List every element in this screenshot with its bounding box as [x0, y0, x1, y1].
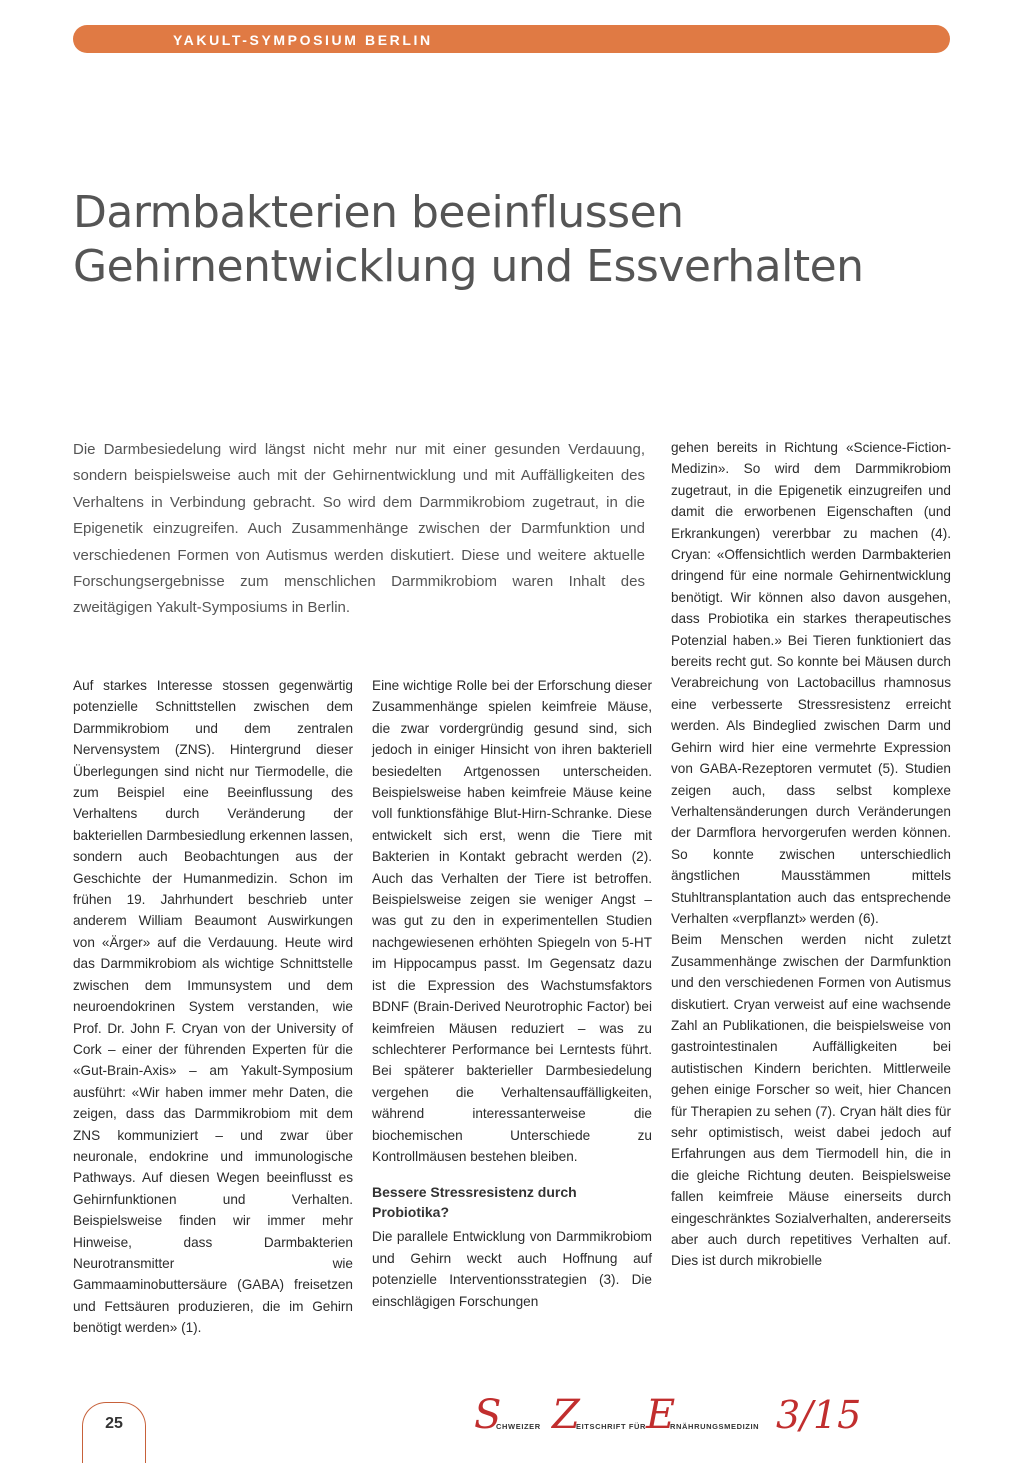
banner-text: YAKULT-SYMPOSIUM BERLIN — [173, 32, 433, 48]
column-3-paragraph-1: gehen bereits in Richtung «Science-Fiction-Medizin». So wird dem Darmmikrobiom zugetraut, in die Epigenetik einzugreifen und damit die erworbenen Eigenschaften (und Erkrankungen) vererbbar zu machen (4). Cryan: «Offensichtlich werden Darmbakterien dringend für eine normale Gehirnentwicklung benötigt. Wir können also davon ausgehen, dass Probiotika ein starkes therapeutisches Potenzial haben.» Bei Tieren funktioniert das bereits recht gut. So konnte bei Mäusen durch Verabreichung von Lactobacillus rhamnosus eine verbesserte Stressresistenz erreicht werden. Als Bindeglied zwischen Darm und Gehirn wird hier eine vermehrte Expression von GABA-Rezeptoren vermutet (5). Studien zeigen auch, dass selbst komplexe Verhaltensänderungen durch Veränderungen der Darmflora hervorgerufen werden können. So konnte zwischen unterschiedlich ängstlichen Mausstämmen mittels Stuhltransplantation auch das entsprechende Verhalten «verpflanzt» werden (6). — [671, 440, 951, 926]
journal-logo — [474, 1392, 774, 1440]
logo-word-3: RNÄHRUNGSMEDIZIN — [670, 1422, 760, 1431]
logo-letter-e: E — [646, 1392, 676, 1438]
section-banner — [73, 25, 950, 53]
subheading: Bessere Stressresistenz durch Probiotika? — [372, 1184, 577, 1221]
lead-paragraph: Die Darmbesiedelung wird längst nicht mehr nur mit einer gesunden Verdauung, sondern beispielsweise auch mit der Gehirnentwicklung und mit Auffälligkeiten des Verhaltens in Verbindung gebracht. So wird dem Darmmikrobiom zugetraut, in die Epigenetik einzugreifen. Auch Zusammenhänge zwischen der Darmfunktion und verschiedenen Formen von Autismus werden diskutiert. Diese und weitere aktuelle Forschungsergebnisse zum menschlichen Darmmikrobiom waren Inhalt des zweitägigen Yakult-Symposiums in Berlin. — [73, 441, 645, 617]
logo-letter-s: S — [474, 1392, 502, 1438]
page-number: 25 — [105, 1415, 123, 1432]
column-3-paragraph-2: Beim Menschen werden nicht zuletzt Zusammenhänge zwischen der Darmfunktion und den verschiedenen Formen von Autismus diskutiert. Cryan verweist auf eine wachsende Zahl an Publikationen, die beispielsweise von gastrointestinalen Auffälligkeiten bei autistischen Kindern berichten. Mittlerweile gehen einige Forscher so weit, hier Chancen für Therapien zu sehen (7). Cryan hält dies für sehr optimistisch, weist dabei jedoch auf Erfahrungen aus dem Tiermodell hin, die in die gleiche Richtung deuten. Beispielsweise fallen keimfreie Mäuse einerseits durch eingeschränktes Sozialverhalten, andererseits aber auch durch repetitives Verhalten auf. Dies ist durch mikrobielle — [671, 932, 951, 1269]
column-3 — [671, 437, 951, 1272]
logo-word-2: EITSCHRIFT FÜR — [576, 1422, 647, 1431]
column-1-paragraph: Auf starkes Interesse stossen gegenwärtig potenzielle Schnittstellen zwischen dem Darmmikrobiom und dem zentralen Nervensystem (ZNS). Hintergrund dieser Überlegungen sind nicht nur Tiermodelle, die zum Beispiel eine Beeinflussung des Verhaltens durch Veränderung der bakteriellen Darmbesiedlung erkennen lassen, sondern auch Beobachtungen aus der Geschichte der Humanmedizin. Schon im frühen 19. Jahrhundert beschrieb unter anderem William Beaumont Auswirkungen von «Ärger» auf die Verdauung. Heute wird das Darmmikrobiom als wichtige Schnittstelle zwischen dem Immunsystem und dem neuroendokrinen System verstanden, wie Prof. Dr. John F. Cryan von der University of Cork – einer der führenden Experten für die «Gut-Brain-Axis» – am Yakult-Symposium ausführt: «Wir haben immer mehr Daten, die zeigen, dass das Darmmikrobiom mit dem ZNS kommuniziert – und zwar über neuronale, endokrine und immunologische Pathways. Auf diesen Wegen beeinflusst es Gehirnfunktionen und Verhalten. Beispielsweise finden wir immer mehr Hinweise, dass Darmbakterien Neurotransmitter wie Gammaaminobuttersäure (GABA) freisetzen und Fettsäuren produzieren, die im Gehirn benötigt werden» (1). — [73, 678, 353, 1336]
title-line-2: Gehirnentwicklung und Essverhalten — [73, 241, 864, 292]
column-2-paragraph-1: Eine wichtige Rolle bei der Erforschung dieser Zusammenhänge spielen keimfreie Mäuse, die zwar vordergründig gesund sind, sich jedoch in einiger Hinsicht von ihren bakteriell besiedelten Artgenossen unterscheiden. Beispielsweise haben keimfreie Mäuse keine voll funktionsfähige Blut-Hirn-Schranke. Diese entwickelt sich erst, wenn die Tiere mit Bakterien in Kontakt gebracht werden (2). Auch das Verhalten der Tiere ist betroffen. Beispielsweise zeigen sie weniger Angst – was gut zu den in experimentellen Studien nachgewiesenen erhöhten Spiegeln von 5-HT im Hippocampus passt. Im Gegensatz dazu ist die Expression des Wachstumsfaktors BDNF (Brain-Derived Neurotrophic Factor) bei keimfreien Mäusen reduziert – was zu schlechterer Performance bei Lerntests führt. Bei späterer bakterieller Darmbesiedelung vergehen die Verhaltensauffälligkeiten, während interessanterweise die biochemischen Unterschiede zu Kontrollmäusen bestehen bleiben. — [372, 678, 652, 1164]
title-line-1: Darmbakterien beeinflussen — [73, 187, 684, 238]
column-2-paragraph-2: Die parallele Entwicklung von Darmmikrobiom und Gehirn weckt auch Hoffnung auf potenzielle Interventionsstrategien (3). Die einschlägigen Forschungen — [372, 1229, 652, 1309]
column-1 — [73, 675, 353, 1339]
column-2 — [372, 675, 652, 1312]
issue-number: 3/15 — [776, 1393, 862, 1437]
page-number-badge — [82, 1402, 146, 1463]
logo-word-1: CHWEIZER — [496, 1422, 541, 1431]
logo-letter-z: Z — [552, 1392, 580, 1438]
article-title — [73, 186, 953, 294]
